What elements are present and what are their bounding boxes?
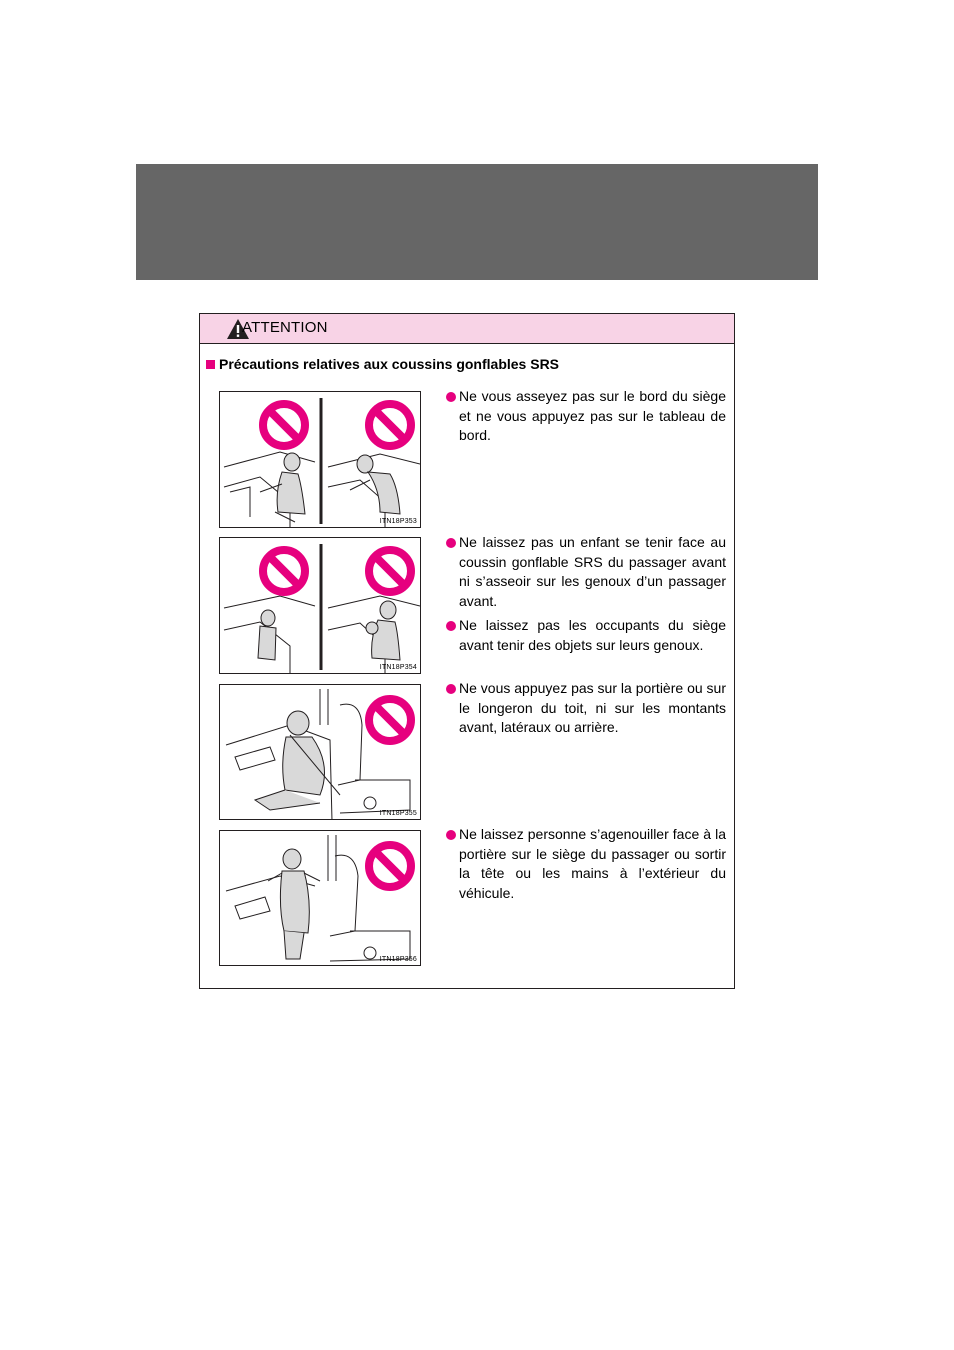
attention-box [199, 313, 735, 989]
section-heading-text: Précautions relatives aux coussins gonflables SRS [219, 356, 560, 372]
prohibition-icon [369, 404, 411, 446]
prohibition-icon [263, 550, 305, 592]
figure-sitting-on-edge [219, 391, 421, 528]
attention-header [200, 314, 734, 344]
bullet-dot-icon [446, 621, 456, 631]
bullet-text: Ne laissez personne s’agenouiller face à la portière sur le siège du passager ou sortir la tête ou les mains à l’extérieur du véhicule. [459, 826, 726, 901]
figure-kneeling-on-seat [219, 830, 421, 966]
bullet-dot-icon [446, 392, 456, 402]
bullet-item [446, 387, 726, 446]
bullet-item [446, 679, 726, 738]
prohibition-icon [369, 845, 411, 887]
bullet-dot-icon [446, 538, 456, 548]
figure-code: ITN18P356 [379, 956, 417, 963]
heading-square-icon [206, 360, 215, 369]
bullet-text: Ne vous appuyez pas sur la portière ou sur le longeron du toit, ni sur les montants avant, latéraux ou arrière. [459, 680, 726, 735]
page-header-band [136, 164, 818, 280]
prohibition-icon [369, 550, 411, 592]
figure-child-in-front [219, 537, 421, 674]
figure-code: ITN18P354 [379, 664, 417, 671]
bullet-item [446, 616, 726, 655]
prohibition-icon [263, 404, 305, 446]
section-heading [206, 356, 559, 372]
figure-code: ITN18P353 [379, 518, 417, 525]
bullet-dot-icon [446, 830, 456, 840]
bullet-text: Ne laissez pas les occupants du siège avant tenir des objets sur leurs genoux. [459, 617, 726, 653]
bullet-item [446, 825, 726, 903]
bullet-text: Ne vous asseyez pas sur le bord du siège et ne vous appuyez pas sur le tableau de bord. [459, 388, 726, 443]
figure-leaning-on-door [219, 684, 421, 820]
bullet-text: Ne laissez pas un enfant se tenir face au coussin gonflable SRS du passager avant ni s’asseoir sur les genoux d’un passager avant. [459, 534, 726, 609]
prohibition-icon [369, 699, 411, 741]
bullet-item [446, 533, 726, 611]
attention-title: ATTENTION [242, 319, 328, 336]
figure-code: ITN18P355 [379, 810, 417, 817]
bullet-dot-icon [446, 684, 456, 694]
